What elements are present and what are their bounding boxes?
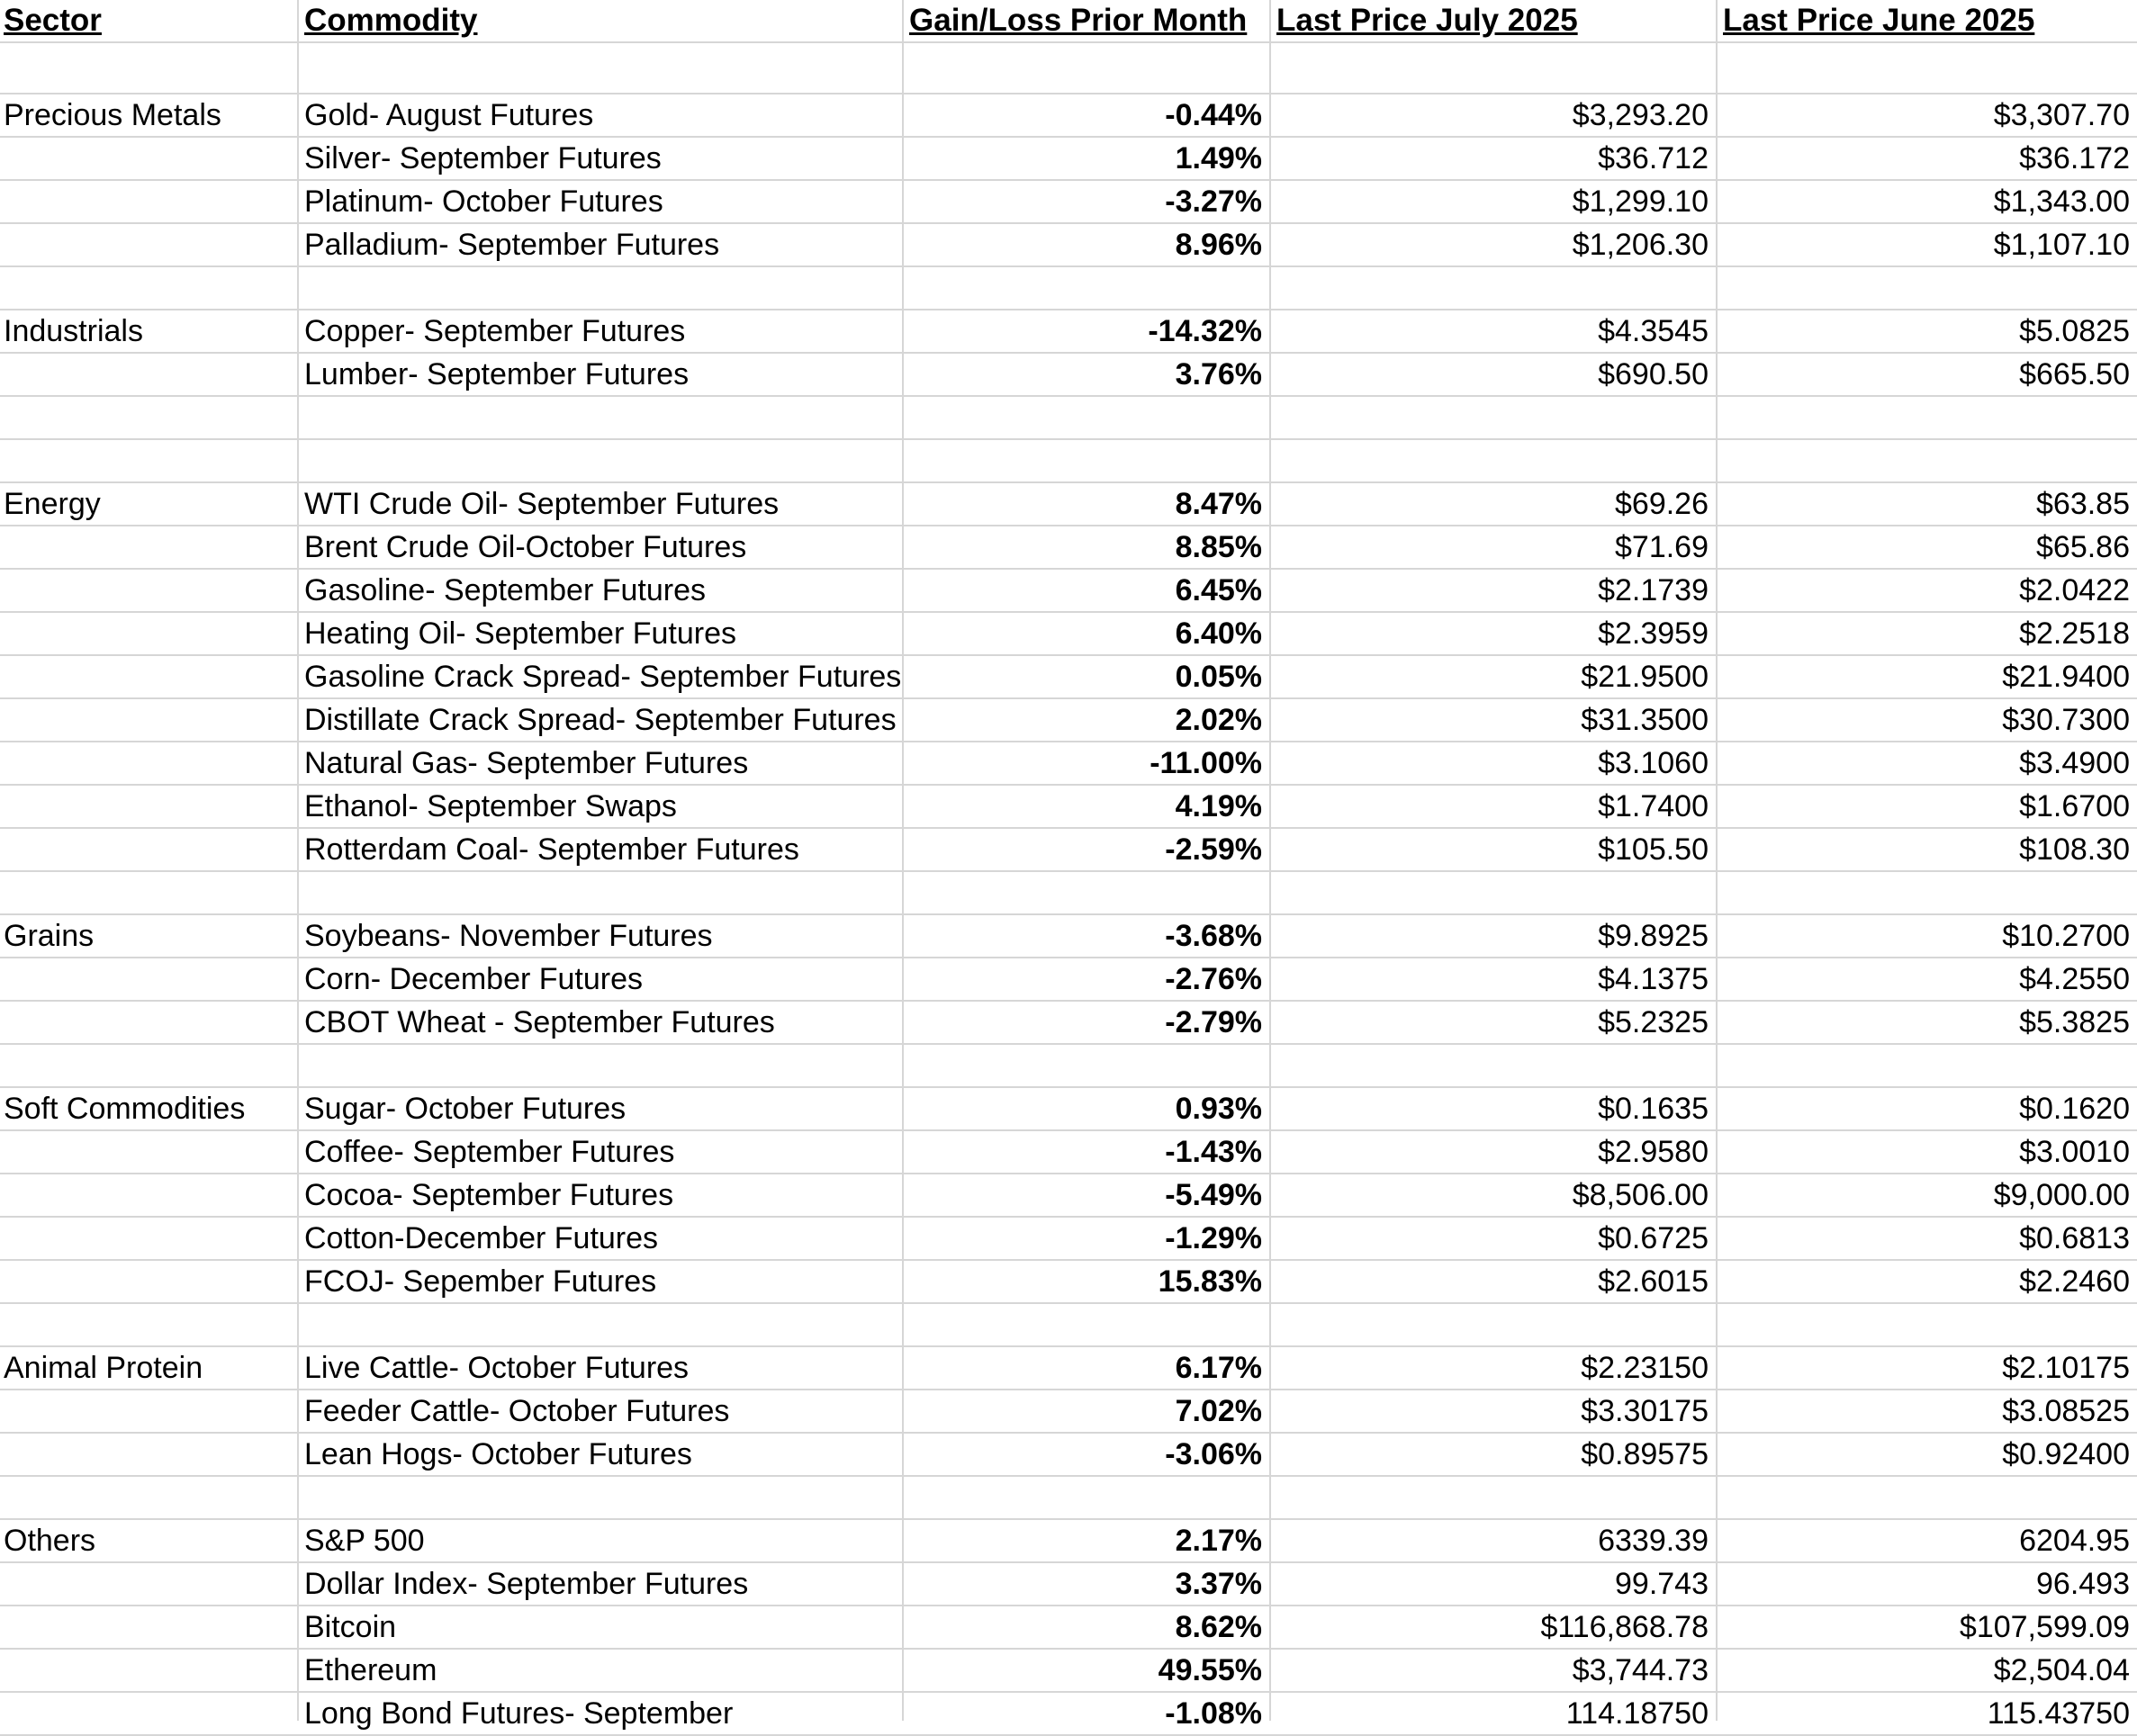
price-june-cell[interactable] [1718, 51, 2137, 93]
sector-cell[interactable] [0, 1218, 297, 1259]
gain-loss-cell[interactable]: -2.76% [1165, 962, 1262, 996]
table-row [0, 1347, 2137, 1390]
commodity-cell[interactable]: Heating Oil- September Futures [304, 616, 736, 651]
sector-cell[interactable] [0, 1045, 297, 1086]
sector-cell[interactable] [0, 224, 297, 265]
table-row [0, 1045, 2137, 1088]
price-june-cell[interactable]: $36.172 [2019, 141, 2130, 175]
sector-cell[interactable]: Precious Metals [4, 98, 221, 132]
price-july-cell[interactable]: $0.89575 [1581, 1437, 1709, 1471]
gain-loss-cell[interactable]: 15.83% [1158, 1264, 1262, 1299]
gain-loss-cell[interactable]: -14.32% [1148, 314, 1262, 348]
commodity-cell[interactable]: Platinum- October Futures [304, 184, 663, 219]
price-july-cell[interactable]: $3,744.73 [1572, 1653, 1709, 1687]
gain-loss-cell[interactable]: -1.29% [1165, 1221, 1262, 1255]
table-row [0, 1650, 2137, 1693]
price-july-cell[interactable]: $105.50 [1598, 832, 1709, 867]
table-row [0, 699, 2137, 742]
price-june-cell[interactable]: 6204.95 [2019, 1524, 2130, 1558]
commodity-cell[interactable] [299, 51, 902, 93]
table-row [0, 1174, 2137, 1218]
header-row [0, 0, 2137, 43]
price-july-cell[interactable]: $36.712 [1598, 141, 1709, 175]
sector-cell[interactable] [0, 181, 297, 222]
gain-loss-cell[interactable]: -11.00% [1150, 746, 1262, 780]
price-july-cell[interactable] [1271, 440, 1716, 481]
price-july-cell[interactable]: $2.3959 [1598, 616, 1709, 651]
price-july-cell[interactable] [1271, 267, 1716, 309]
gain-loss-cell[interactable]: 0.93% [1175, 1092, 1262, 1126]
table-row [0, 958, 2137, 1002]
gain-loss-cell[interactable]: 7.02% [1175, 1394, 1262, 1428]
table-row [0, 138, 2137, 181]
price-june-cell[interactable]: $0.1620 [2019, 1092, 2130, 1126]
sector-cell[interactable] [0, 1477, 297, 1518]
header-gain-loss[interactable]: Gain/Loss Prior Month [909, 3, 1248, 38]
gain-loss-cell[interactable]: 8.85% [1175, 530, 1262, 564]
price-june-cell[interactable] [1718, 440, 2137, 481]
price-july-cell[interactable] [1271, 1304, 1716, 1345]
commodity-cell[interactable]: Cocoa- September Futures [304, 1178, 674, 1212]
price-july-cell[interactable]: $2.23150 [1581, 1351, 1709, 1385]
sector-cell[interactable]: Others [4, 1524, 96, 1558]
price-july-cell[interactable]: $4.1375 [1598, 962, 1709, 996]
commodity-cell[interactable]: Silver- September Futures [304, 141, 662, 175]
price-july-cell[interactable]: $116,868.78 [1540, 1610, 1709, 1644]
commodity-cell[interactable]: Soybeans- November Futures [304, 919, 713, 953]
sector-cell[interactable] [0, 872, 297, 913]
sector-cell[interactable] [0, 1261, 297, 1302]
commodity-cell[interactable]: Corn- December Futures [304, 962, 644, 996]
price-july-cell[interactable]: 6339.39 [1598, 1524, 1709, 1558]
price-june-cell[interactable]: $30.7300 [2002, 703, 2130, 737]
price-july-cell[interactable]: $2.6015 [1598, 1264, 1709, 1299]
commodity-cell[interactable]: Gasoline- September Futures [304, 573, 706, 607]
commodity-cell[interactable]: Natural Gas- September Futures [304, 746, 749, 780]
gain-loss-cell[interactable]: 6.40% [1175, 616, 1262, 651]
table-row [0, 1390, 2137, 1434]
gain-loss-cell[interactable] [904, 1304, 1269, 1345]
gain-loss-cell[interactable]: -1.43% [1165, 1135, 1262, 1169]
price-june-cell[interactable]: $2.2518 [2019, 616, 2130, 651]
table-row [0, 224, 2137, 267]
gain-loss-cell[interactable]: -2.59% [1165, 832, 1262, 867]
price-june-cell[interactable]: $65.86 [2036, 530, 2130, 564]
sector-cell[interactable]: Energy [4, 487, 101, 521]
gain-loss-cell[interactable]: 8.96% [1175, 228, 1262, 262]
commodity-cell[interactable]: Feeder Cattle- October Futures [304, 1394, 730, 1428]
table-row [0, 310, 2137, 354]
sector-cell[interactable] [0, 138, 297, 179]
sector-cell[interactable] [0, 699, 297, 741]
sector-cell[interactable]: Soft Commodities [4, 1092, 246, 1126]
price-july-cell[interactable]: $69.26 [1615, 487, 1709, 521]
price-june-cell[interactable]: $3.4900 [2019, 746, 2130, 780]
table-row [0, 354, 2137, 397]
price-july-cell[interactable] [1271, 872, 1716, 913]
table-row [0, 397, 2137, 440]
table-row [0, 570, 2137, 613]
gain-loss-cell[interactable] [904, 1477, 1269, 1518]
gain-loss-cell[interactable] [904, 440, 1269, 481]
price-june-cell[interactable]: $63.85 [2036, 487, 2130, 521]
price-july-cell[interactable]: 99.743 [1615, 1567, 1709, 1601]
price-june-cell[interactable]: $3,307.70 [1993, 98, 2130, 132]
price-june-cell[interactable]: $0.6813 [2019, 1221, 2130, 1255]
table-row [0, 1088, 2137, 1131]
commodity-cell[interactable]: Ethanol- September Swaps [304, 789, 677, 823]
gain-loss-cell[interactable]: -5.49% [1165, 1178, 1262, 1212]
commodity-cell[interactable]: Gold- August Futures [304, 98, 594, 132]
table-row [0, 483, 2137, 526]
gain-loss-cell[interactable]: 49.55% [1158, 1653, 1262, 1687]
gain-loss-cell[interactable]: -3.06% [1165, 1437, 1262, 1471]
header-commodity[interactable]: Commodity [304, 3, 478, 38]
gain-loss-cell[interactable]: 3.37% [1175, 1567, 1262, 1601]
gain-loss-cell[interactable]: -2.79% [1165, 1005, 1262, 1039]
sector-cell[interactable] [0, 440, 297, 481]
price-july-cell[interactable]: $0.1635 [1598, 1092, 1709, 1126]
commodity-cell[interactable]: Copper- September Futures [304, 314, 686, 348]
commodity-cell[interactable]: FCOJ- Sepember Futures [304, 1264, 657, 1299]
price-june-cell[interactable]: $2.2460 [2019, 1264, 2130, 1299]
commodity-cell[interactable] [299, 440, 902, 481]
commodity-cell[interactable]: Lumber- September Futures [304, 357, 690, 391]
commodity-cell[interactable] [299, 267, 902, 309]
sector-cell[interactable] [0, 1131, 297, 1173]
gain-loss-cell[interactable] [904, 1045, 1269, 1086]
commodity-cell[interactable]: CBOT Wheat - September Futures [304, 1005, 775, 1039]
table-row [0, 440, 2137, 483]
price-june-cell[interactable] [1718, 1304, 2137, 1345]
sector-cell[interactable] [0, 397, 297, 438]
sector-cell[interactable] [0, 786, 297, 827]
price-july-cell[interactable]: $1,206.30 [1572, 228, 1709, 262]
price-july-cell[interactable]: $3,293.20 [1572, 98, 1709, 132]
price-july-cell[interactable] [1271, 1477, 1716, 1518]
sector-cell[interactable] [0, 613, 297, 654]
gain-loss-cell[interactable]: 0.05% [1175, 660, 1262, 694]
price-june-cell[interactable]: $0.92400 [2002, 1437, 2130, 1471]
price-july-cell[interactable]: $3.30175 [1581, 1394, 1709, 1428]
header-last-price-june[interactable]: Last Price June 2025 [1723, 3, 2035, 38]
commodity-cell[interactable] [299, 872, 902, 913]
price-july-cell[interactable]: $3.1060 [1598, 746, 1709, 780]
sector-cell[interactable] [0, 1390, 297, 1432]
price-june-cell[interactable]: $2.10175 [2002, 1351, 2130, 1385]
table-row [0, 656, 2137, 699]
price-june-cell[interactable]: 96.493 [2036, 1567, 2130, 1601]
price-june-cell[interactable]: $665.50 [2019, 357, 2130, 391]
table-row [0, 1477, 2137, 1520]
table-row [0, 872, 2137, 915]
price-june-cell[interactable] [1718, 1477, 2137, 1518]
price-july-cell[interactable]: $1.7400 [1598, 789, 1709, 823]
price-june-cell[interactable]: $107,599.09 [1959, 1610, 2130, 1644]
price-july-cell[interactable]: $1,299.10 [1572, 184, 1709, 219]
price-july-cell[interactable]: $0.6725 [1598, 1221, 1709, 1255]
sector-cell[interactable] [0, 742, 297, 784]
commodity-cell[interactable]: Brent Crude Oil-October Futures [304, 530, 747, 564]
table-row [0, 786, 2137, 829]
gain-loss-cell[interactable]: 8.62% [1175, 1610, 1262, 1644]
commodity-cell[interactable]: Bitcoin [304, 1610, 397, 1644]
gain-loss-cell[interactable]: 2.17% [1175, 1524, 1262, 1558]
sector-cell[interactable] [0, 1563, 297, 1605]
commodity-cell[interactable]: Gasoline Crack Spread- September Futures [304, 660, 902, 694]
gain-loss-cell[interactable]: 1.49% [1175, 141, 1262, 175]
sector-cell[interactable] [0, 1693, 297, 1734]
gain-loss-cell[interactable]: 2.02% [1175, 703, 1262, 737]
gain-loss-cell[interactable]: -1.08% [1165, 1696, 1262, 1731]
price-june-cell[interactable] [1718, 872, 2137, 913]
commodity-cell[interactable]: Dollar Index- September Futures [304, 1567, 749, 1601]
commodity-cell[interactable] [299, 1304, 902, 1345]
table-row [0, 1520, 2137, 1563]
sector-cell[interactable] [0, 354, 297, 395]
price-june-cell[interactable]: $1.6700 [2019, 789, 2130, 823]
price-june-cell[interactable] [1718, 397, 2137, 438]
price-july-cell[interactable]: $71.69 [1615, 530, 1709, 564]
commodity-cell[interactable]: Distillate Crack Spread- September Futures [304, 703, 897, 737]
commodity-cell[interactable]: Palladium- September Futures [304, 228, 720, 262]
price-july-cell[interactable]: $5.2325 [1598, 1005, 1709, 1039]
commodity-cell[interactable]: Sugar- October Futures [304, 1092, 627, 1126]
sector-cell[interactable] [0, 267, 297, 309]
sector-cell[interactable]: Industrials [4, 314, 143, 348]
gain-loss-cell[interactable] [904, 397, 1269, 438]
price-july-cell[interactable]: $690.50 [1598, 357, 1709, 391]
table-row [0, 1002, 2137, 1045]
price-june-cell[interactable]: $2,504.04 [1993, 1653, 2130, 1687]
header-last-price-july[interactable]: Last Price July 2025 [1276, 3, 1578, 38]
table-row [0, 1218, 2137, 1261]
commodity-cell[interactable]: Lean Hogs- October Futures [304, 1437, 692, 1471]
price-july-cell[interactable] [1271, 51, 1716, 93]
price-june-cell[interactable]: $5.3825 [2019, 1005, 2130, 1039]
sector-cell[interactable] [0, 1650, 297, 1691]
gain-loss-cell[interactable] [904, 872, 1269, 913]
commodity-cell[interactable]: Coffee- September Futures [304, 1135, 675, 1169]
price-july-cell[interactable]: 114.18750 [1565, 1696, 1709, 1731]
table-row [0, 829, 2137, 872]
sector-cell[interactable] [0, 1174, 297, 1216]
table-row [0, 94, 2137, 138]
sector-cell[interactable] [0, 1606, 297, 1648]
price-july-cell[interactable]: $9.8925 [1598, 919, 1709, 953]
price-june-cell[interactable] [1718, 1045, 2137, 1086]
gain-loss-cell[interactable]: 4.19% [1175, 789, 1262, 823]
commodity-cell[interactable] [299, 1045, 902, 1086]
price-june-cell[interactable]: $21.9400 [2002, 660, 2130, 694]
table-row [0, 181, 2137, 224]
commodity-cell[interactable]: S&P 500 [304, 1524, 425, 1558]
price-july-cell[interactable] [1271, 1045, 1716, 1086]
price-june-cell[interactable]: $1,107.10 [1993, 228, 2130, 262]
price-june-cell[interactable]: $5.0825 [2019, 314, 2130, 348]
price-june-cell[interactable]: $3.08525 [2002, 1394, 2130, 1428]
price-july-cell[interactable]: $21.9500 [1581, 660, 1709, 694]
sector-cell[interactable]: Animal Protein [4, 1351, 203, 1385]
table-row [0, 915, 2137, 958]
sector-cell[interactable] [0, 1304, 297, 1345]
sector-cell[interactable] [0, 526, 297, 568]
gain-loss-cell[interactable]: 3.76% [1175, 357, 1262, 391]
price-june-cell[interactable]: $108.30 [2019, 832, 2130, 867]
sector-cell[interactable] [0, 51, 297, 93]
gain-loss-cell[interactable]: 8.47% [1175, 487, 1262, 521]
gain-loss-cell[interactable] [904, 51, 1269, 93]
gain-loss-cell[interactable]: -3.27% [1165, 184, 1262, 219]
table-row [0, 526, 2137, 570]
sector-cell[interactable] [0, 1434, 297, 1475]
commodity-cell[interactable]: Ethereum [304, 1653, 437, 1687]
gain-loss-cell[interactable]: -0.44% [1165, 98, 1262, 132]
table-row [0, 1434, 2137, 1477]
commodity-cell[interactable]: Long Bond Futures- September [304, 1696, 734, 1731]
table-row [0, 267, 2137, 310]
commodity-cell[interactable]: Live Cattle- October Futures [304, 1351, 690, 1385]
table-row [0, 1304, 2137, 1347]
sector-cell[interactable] [0, 570, 297, 611]
gain-loss-cell[interactable] [904, 267, 1269, 309]
table-row [0, 613, 2137, 656]
price-july-cell[interactable]: $31.3500 [1581, 703, 1709, 737]
table-row [0, 1261, 2137, 1304]
price-july-cell[interactable] [1271, 397, 1716, 438]
gain-loss-cell[interactable]: 6.17% [1175, 1351, 1262, 1385]
header-sector[interactable]: Sector [4, 3, 102, 38]
table-row [0, 1606, 2137, 1650]
table-row [0, 1131, 2137, 1174]
price-july-cell[interactable]: $4.3545 [1598, 314, 1709, 348]
table-row [0, 1563, 2137, 1606]
price-july-cell[interactable]: $8,506.00 [1572, 1178, 1709, 1212]
price-june-cell[interactable]: 115.43750 [1987, 1696, 2130, 1731]
commodity-cell[interactable]: WTI Crude Oil- September Futures [304, 487, 780, 521]
sector-cell[interactable] [0, 958, 297, 1000]
price-june-cell[interactable]: $9,000.00 [1993, 1178, 2130, 1212]
commodity-cell[interactable]: Rotterdam Coal- September Futures [304, 832, 799, 867]
price-june-cell[interactable]: $3.0010 [2019, 1135, 2130, 1169]
sector-cell[interactable]: Grains [4, 919, 95, 953]
price-june-cell[interactable]: $1,343.00 [1993, 184, 2130, 219]
sector-cell[interactable] [0, 829, 297, 870]
gain-loss-cell[interactable]: -3.68% [1165, 919, 1262, 953]
commodity-cell[interactable] [299, 1477, 902, 1518]
sector-cell[interactable] [0, 656, 297, 697]
table-row [0, 1693, 2137, 1736]
commodity-cell[interactable]: Cotton-December Futures [304, 1221, 659, 1255]
commodity-cell[interactable] [299, 397, 902, 438]
table-row [0, 742, 2137, 786]
price-july-cell[interactable]: $2.9580 [1598, 1135, 1709, 1169]
price-july-cell[interactable]: $2.1739 [1598, 573, 1709, 607]
price-june-cell[interactable] [1718, 267, 2137, 309]
sector-cell[interactable] [0, 1002, 297, 1043]
gain-loss-cell[interactable]: 6.45% [1175, 573, 1262, 607]
table-row [0, 51, 2137, 94]
price-june-cell[interactable]: $2.0422 [2019, 573, 2130, 607]
price-june-cell[interactable]: $10.2700 [2002, 919, 2130, 953]
price-june-cell[interactable]: $4.2550 [2019, 962, 2130, 996]
